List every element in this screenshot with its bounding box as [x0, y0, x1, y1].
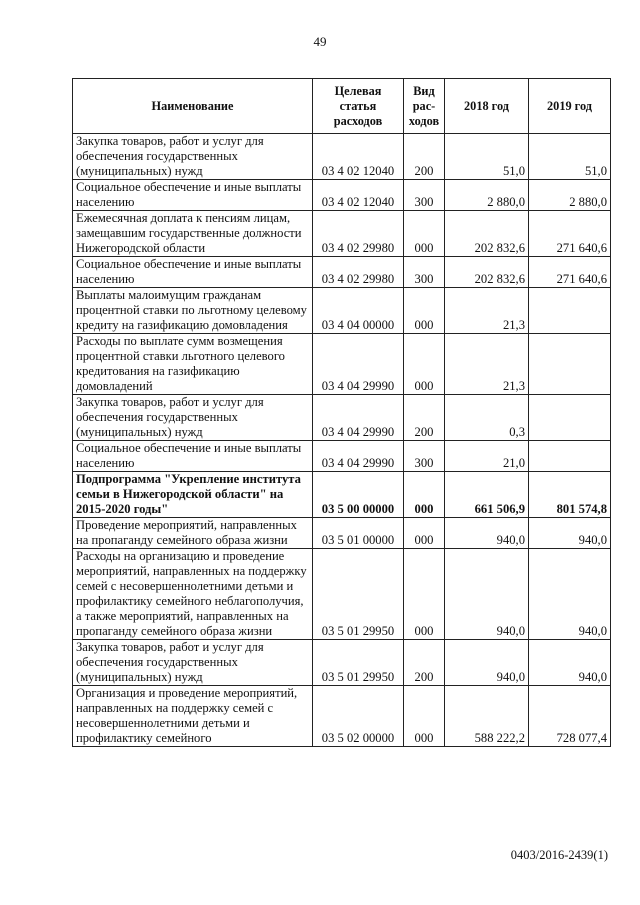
table-row — [73, 134, 611, 180]
row-name-cell: Социальное обеспечение и иные выплаты населению — [73, 180, 313, 211]
table-row — [73, 518, 611, 549]
table-body — [73, 134, 611, 747]
row-2018-cell: 21,0 — [445, 441, 529, 472]
table-row — [73, 441, 611, 472]
row-target-article-cell: 03 5 00 00000 — [313, 472, 404, 518]
table-row — [73, 395, 611, 441]
row-2018-cell: 21,3 — [445, 334, 529, 395]
row-target-article-cell: 03 4 04 29990 — [313, 334, 404, 395]
table-row — [73, 288, 611, 334]
table-row — [73, 211, 611, 257]
row-expense-type-cell: 300 — [404, 180, 445, 211]
row-expense-type-cell: 000 — [404, 288, 445, 334]
row-name-cell: Закупка товаров, работ и услуг для обеспечения государственных (муниципальных) нужд — [73, 640, 313, 686]
row-expense-type-cell: 200 — [404, 640, 445, 686]
table-row — [73, 257, 611, 288]
header-year-2019: 2019 год — [529, 79, 611, 134]
row-2018-cell: 940,0 — [445, 518, 529, 549]
table-row — [73, 640, 611, 686]
row-expense-type-cell: 000 — [404, 549, 445, 640]
header-target-article: Целевая статья расходов — [313, 79, 404, 134]
header-name: Наименование — [73, 79, 313, 134]
row-2019-cell: 51,0 — [529, 134, 611, 180]
row-name-cell: Социальное обеспечение и иные выплаты населению — [73, 441, 313, 472]
row-2018-cell: 2 880,0 — [445, 180, 529, 211]
row-name-cell: Проведение мероприятий, направленных на пропаганду семейного образа жизни — [73, 518, 313, 549]
row-name-cell: Расходы по выплате сумм возмещения процентной ставки льготного целевого кредитования на газификацию домовладений — [73, 334, 313, 395]
row-2018-cell: 940,0 — [445, 549, 529, 640]
row-target-article-cell: 03 4 02 12040 — [313, 180, 404, 211]
row-target-article-cell: 03 5 01 29950 — [313, 549, 404, 640]
document-code: 0403/2016-2439(1) — [510, 848, 608, 862]
table-row — [73, 549, 611, 640]
row-expense-type-cell: 200 — [404, 395, 445, 441]
row-target-article-cell: 03 5 01 00000 — [313, 518, 404, 549]
row-expense-type-cell: 000 — [404, 686, 445, 747]
row-2019-cell: 271 640,6 — [529, 257, 611, 288]
row-2018-cell: 202 832,6 — [445, 257, 529, 288]
row-target-article-cell: 03 5 01 29950 — [313, 640, 404, 686]
budget-table — [72, 78, 611, 747]
table-row — [73, 472, 611, 518]
row-2018-cell: 661 506,9 — [445, 472, 529, 518]
row-2019-cell: 2 880,0 — [529, 180, 611, 211]
row-2018-cell: 940,0 — [445, 640, 529, 686]
row-2018-cell: 21,3 — [445, 288, 529, 334]
row-expense-type-cell: 000 — [404, 518, 445, 549]
row-expense-type-cell: 300 — [404, 441, 445, 472]
row-2019-cell: 940,0 — [529, 549, 611, 640]
row-2019-cell — [529, 334, 611, 395]
row-target-article-cell: 03 4 02 29980 — [313, 257, 404, 288]
row-name-cell: Ежемесячная доплата к пенсиям лицам, замещавшим государственные должности Нижегородской области — [73, 211, 313, 257]
row-2019-cell: 271 640,6 — [529, 211, 611, 257]
table-row — [73, 334, 611, 395]
row-name-cell: Подпрограмма "Укрепление института семьи в Нижегородской области" на 2015-2020 годы" — [73, 472, 313, 518]
table-row — [73, 180, 611, 211]
row-2019-cell: 801 574,8 — [529, 472, 611, 518]
row-target-article-cell: 03 4 04 29990 — [313, 395, 404, 441]
row-target-article-cell: 03 4 04 29990 — [313, 441, 404, 472]
row-name-cell: Социальное обеспечение и иные выплаты населению — [73, 257, 313, 288]
row-2019-cell: 940,0 — [529, 518, 611, 549]
row-target-article-cell: 03 4 02 29980 — [313, 211, 404, 257]
page-number: 49 — [313, 34, 327, 49]
header-year-2018: 2018 год — [445, 79, 529, 134]
row-2018-cell: 202 832,6 — [445, 211, 529, 257]
row-2019-cell: 728 077,4 — [529, 686, 611, 747]
row-2019-cell — [529, 395, 611, 441]
header-expense-type: Вид рас-ходов — [404, 79, 445, 134]
table-row — [73, 686, 611, 747]
row-expense-type-cell: 200 — [404, 134, 445, 180]
row-expense-type-cell: 000 — [404, 211, 445, 257]
row-2018-cell: 0,3 — [445, 395, 529, 441]
row-name-cell: Расходы на организацию и проведение мероприятий, направленных на поддержку семей с несовершеннолетними детьми и профилактику семейного неблагополучия, а также мероприятий, направленных на пропаганду семейного образа жизни — [73, 549, 313, 640]
table-header-row — [73, 79, 611, 134]
row-2019-cell: 940,0 — [529, 640, 611, 686]
row-2018-cell: 51,0 — [445, 134, 529, 180]
row-2018-cell: 588 222,2 — [445, 686, 529, 747]
row-name-cell: Выплаты малоимущим гражданам процентной ставки по льготному целевому кредиту на газификацию домовладения — [73, 288, 313, 334]
row-2019-cell — [529, 441, 611, 472]
row-name-cell: Закупка товаров, работ и услуг для обеспечения государственных (муниципальных) нужд — [73, 134, 313, 180]
row-expense-type-cell: 000 — [404, 472, 445, 518]
row-expense-type-cell: 300 — [404, 257, 445, 288]
row-target-article-cell: 03 4 04 00000 — [313, 288, 404, 334]
row-name-cell: Организация и проведение мероприятий, направленных на поддержку семей с несовершеннолетними детьми и профилактику семейного — [73, 686, 313, 747]
row-name-cell: Закупка товаров, работ и услуг для обеспечения государственных (муниципальных) нужд — [73, 395, 313, 441]
row-target-article-cell: 03 5 02 00000 — [313, 686, 404, 747]
row-target-article-cell: 03 4 02 12040 — [313, 134, 404, 180]
row-2019-cell — [529, 288, 611, 334]
row-expense-type-cell: 000 — [404, 334, 445, 395]
